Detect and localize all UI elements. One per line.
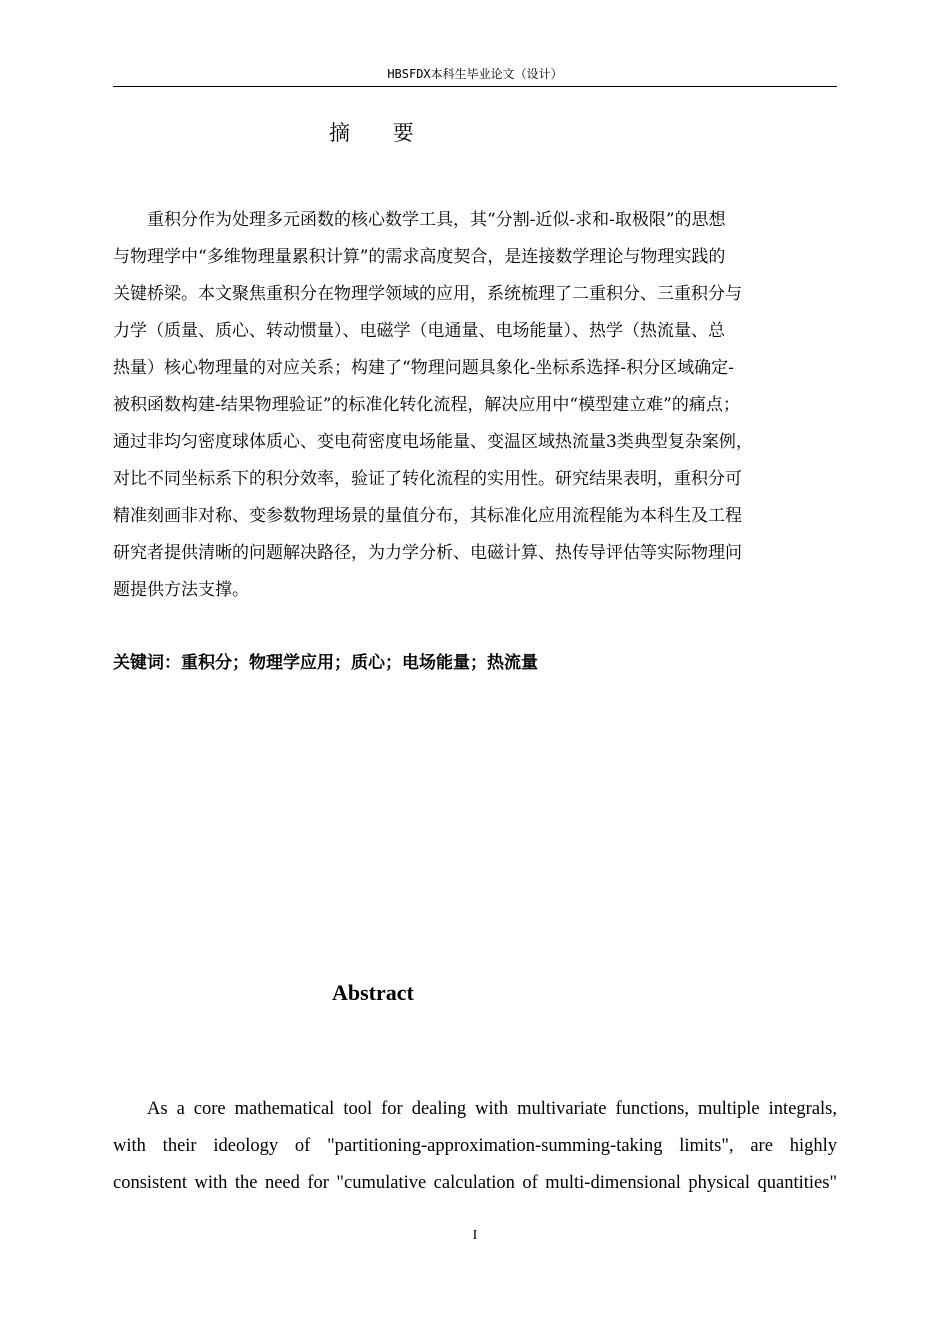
page-number: I: [472, 1228, 478, 1243]
page-header: HBSFDX本科生毕业论文（设计）: [113, 62, 837, 87]
cn-line: 热量）核心物理量的对应关系；构建了“物理问题具象化-坐标系选择-积分区域确定-: [113, 358, 734, 378]
abstract-cn-body: [113, 202, 837, 609]
abstract-cn-title: 摘 要: [329, 121, 432, 145]
abstract-en-title: Abstract: [332, 980, 414, 1005]
cn-line: 被积函数构建-结果物理验证”的标准化转化流程，解决应用中“模型建立难”的痛点；: [113, 395, 740, 415]
cn-line: 研究者提供清晰的问题解决路径，为力学分析、电磁计算、热传导评估等实际物理问: [113, 543, 742, 563]
cn-line: 精准刻画非对称、变参数物理场景的量值分布，其标准化应用流程能为本科生及工程: [113, 506, 742, 526]
cn-line: 力学（质量、质心、转动惯量）、电磁学（电通量、电场能量）、热学（热流量、总: [113, 321, 725, 341]
en-line: with their ideology of "partitioning-approximation-summing-taking limits", are highly: [113, 1136, 837, 1156]
cn-line: 重积分作为处理多元函数的核心数学工具，其“分割-近似-求和-取极限”的思想: [147, 210, 726, 230]
keywords-line: 关键词：重积分；物理学应用；质心；电场能量；热流量: [113, 653, 538, 673]
cn-line: 关键桥梁。本文聚焦重积分在物理学领域的应用，系统梳理了二重积分、三重积分与: [113, 284, 742, 304]
cn-line: 通过非均匀密度球体质心、变电荷密度电场能量、变温区域热流量3类典型复杂案例，: [113, 432, 753, 452]
cn-line: 与物理学中“多维物理量累积计算”的需求高度契合，是连接数学理论与物理实践的: [113, 247, 726, 267]
en-line: consistent with the need for "cumulative calculation of multi-dimensional physical quantities": [113, 1173, 837, 1193]
abstract-en-body: [113, 1091, 837, 1202]
cn-line: 对比不同坐标系下的积分效率，验证了转化流程的实用性。研究结果表明，重积分可: [113, 469, 742, 489]
cn-line: 题提供方法支撑。: [113, 580, 249, 600]
en-line: As a core mathematical tool for dealing with multivariate functions, multiple integrals,: [147, 1099, 837, 1119]
